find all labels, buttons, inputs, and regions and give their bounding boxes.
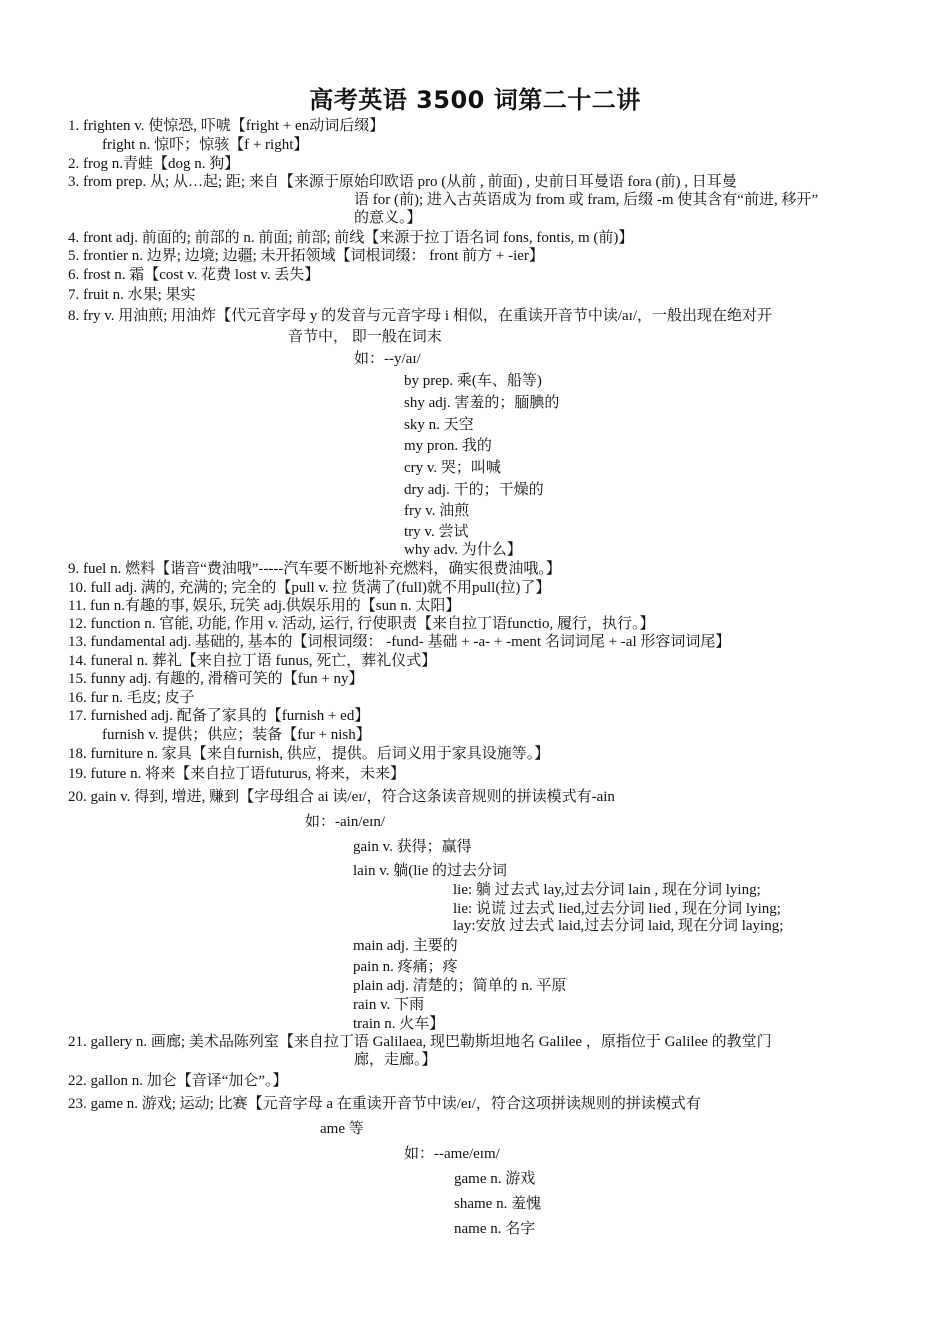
text-line: 16. fur n. 毛皮; 皮子: [68, 690, 195, 706]
text-line: 13. fundamental adj. 基础的, 基本的【词根词缀： -fund- 基础 + -a- + -ment 名词词尾 + -al 形容词词尾】: [68, 634, 731, 650]
text-line: 音节中， 即一般在词末: [288, 329, 442, 345]
text-line: 10. full adj. 满的, 充满的; 完全的【pull v. 拉 货满了(full)就不用pull(拉)了】: [68, 580, 551, 596]
text-line: lie: 说谎 过去式 lied,过去分词 lied , 现在分词 lying;: [453, 901, 781, 917]
text-line: 14. funeral n. 葬礼【来自拉丁语 funus, 死亡，葬礼仪式】: [68, 653, 437, 669]
text-line: pain n. 疼痛；疼: [353, 959, 458, 975]
text-line: by prep. 乘(车、船等): [404, 373, 542, 389]
text-line: shy adj. 害羞的；腼腆的: [404, 395, 560, 411]
text-line: 12. function n. 官能, 功能, 作用 v. 活动, 运行, 行使职责【来自拉丁语functio, 履行，执行。】: [68, 616, 655, 632]
text-line: shame n. 羞愧: [454, 1196, 542, 1212]
text-line: 1. frighten v. 使惊恐, 吓唬【fright + en动词后缀】: [68, 118, 385, 134]
text-line: name n. 名字: [454, 1221, 536, 1237]
text-line: gain v. 获得；赢得: [353, 839, 472, 855]
text-line: 21. gallery n. 画廊; 美术品陈列室【来自拉丁语 Galilaea, 现巴勒斯坦地名 Galilee ，原指位于 Galilee 的教堂门: [68, 1034, 772, 1050]
text-line: 17. furnished adj. 配备了家具的【furnish + ed】: [68, 708, 370, 724]
text-line: my pron. 我的: [404, 438, 492, 454]
page-title: 高考英语 3500 词第二十二讲: [309, 86, 641, 114]
text-line: 2. frog n.青蛙【dog n. 狗】: [68, 156, 240, 172]
text-line: dry adj. 干的；干燥的: [404, 482, 544, 498]
text-line: 廊，走廊。】: [354, 1052, 437, 1068]
text-line: 如：--y/aɪ/: [354, 351, 421, 367]
text-line: try v. 尝试: [404, 524, 469, 540]
text-line: 23. game n. 游戏; 运动; 比赛【元音字母 a 在重读开音节中读/eɪ/，符合这项拼读规则的拼读模式有: [68, 1096, 701, 1112]
text-line: 3. from prep. 从; 从…起; 距; 来自【来源于原始印欧语 pro (从前 , 前面) , 史前日耳曼语 fora (前) , 日耳曼: [68, 174, 737, 190]
text-line: fright n. 惊吓；惊骇【f + right】: [102, 137, 309, 153]
text-line: cry v. 哭；叫喊: [404, 460, 501, 476]
text-line: 20. gain v. 得到, 增进, 赚到【字母组合 ai 读/eɪ/，符合这条读音规则的拼读模式有-ain: [68, 789, 615, 805]
text-line: game n. 游戏: [454, 1171, 536, 1187]
text-line: furnish v. 提供；供应；装备【fur + nish】: [102, 727, 371, 743]
text-line: lain v. 躺(lie 的过去分词: [353, 863, 508, 879]
text-line: 9. fuel n. 燃料【谐音“费油哦”-----汽车要不断地补充燃料，确实很费油哦。】: [68, 561, 561, 577]
text-line: sky n. 天空: [404, 417, 474, 433]
text-line: 6. frost n. 霜【cost v. 花费 lost v. 丢失】: [68, 267, 320, 283]
text-line: fry v. 油煎: [404, 503, 470, 519]
text-line: 的意义。】: [354, 210, 422, 226]
text-line: 22. gallon n. 加仑【音译“加仑”。】: [68, 1073, 288, 1089]
text-line: 18. furniture n. 家具【来自furnish, 供应，提供。后词义用于家具设施等。】: [68, 746, 550, 762]
text-line: plain adj. 清楚的；简单的 n. 平原: [353, 978, 567, 994]
text-line: 语 for (前); 进入古英语成为 from 或 fram, 后缀 -m 使其含有“前进, 移开”: [354, 192, 819, 208]
text-line: main adj. 主要的: [353, 938, 458, 954]
text-line: 8. fry v. 用油煎; 用油炸【代元音字母 y 的发音与元音字母 i 相似，在重读开音节中读/aɪ/，一般出现在绝对开: [68, 308, 773, 324]
text-line: 5. frontier n. 边界; 边境; 边疆; 未开拓领域【词根词缀： front 前方 + -ier】: [68, 248, 544, 264]
text-line: 4. front adj. 前面的; 前部的 n. 前面; 前部; 前线【来源于拉丁语名词 fons, fontis, m (前)】: [68, 230, 634, 246]
text-line: 15. funny adj. 有趣的, 滑稽可笑的【fun + ny】: [68, 671, 364, 687]
text-line: 如：-ain/eɪn/: [305, 814, 385, 830]
text-line: rain v. 下雨: [353, 997, 425, 1013]
text-line: train n. 火车】: [353, 1016, 445, 1032]
text-line: 11. fun n.有趣的事, 娱乐, 玩笑 adj.供娱乐用的【sun n. 太阳】: [68, 598, 461, 614]
text-line: lie: 躺 过去式 lay,过去分词 lain , 现在分词 lying;: [453, 882, 761, 898]
text-line: 7. fruit n. 水果; 果实: [68, 287, 196, 303]
text-line: ame 等: [320, 1121, 364, 1137]
text-line: lay:安放 过去式 laid,过去分词 laid, 现在分词 laying;: [453, 918, 784, 934]
text-line: 19. future n. 将来【来自拉丁语futurus, 将来，未来】: [68, 766, 406, 782]
text-line: why adv. 为什么】: [404, 542, 522, 558]
text-line: 如：--ame/eɪm/: [404, 1146, 500, 1162]
